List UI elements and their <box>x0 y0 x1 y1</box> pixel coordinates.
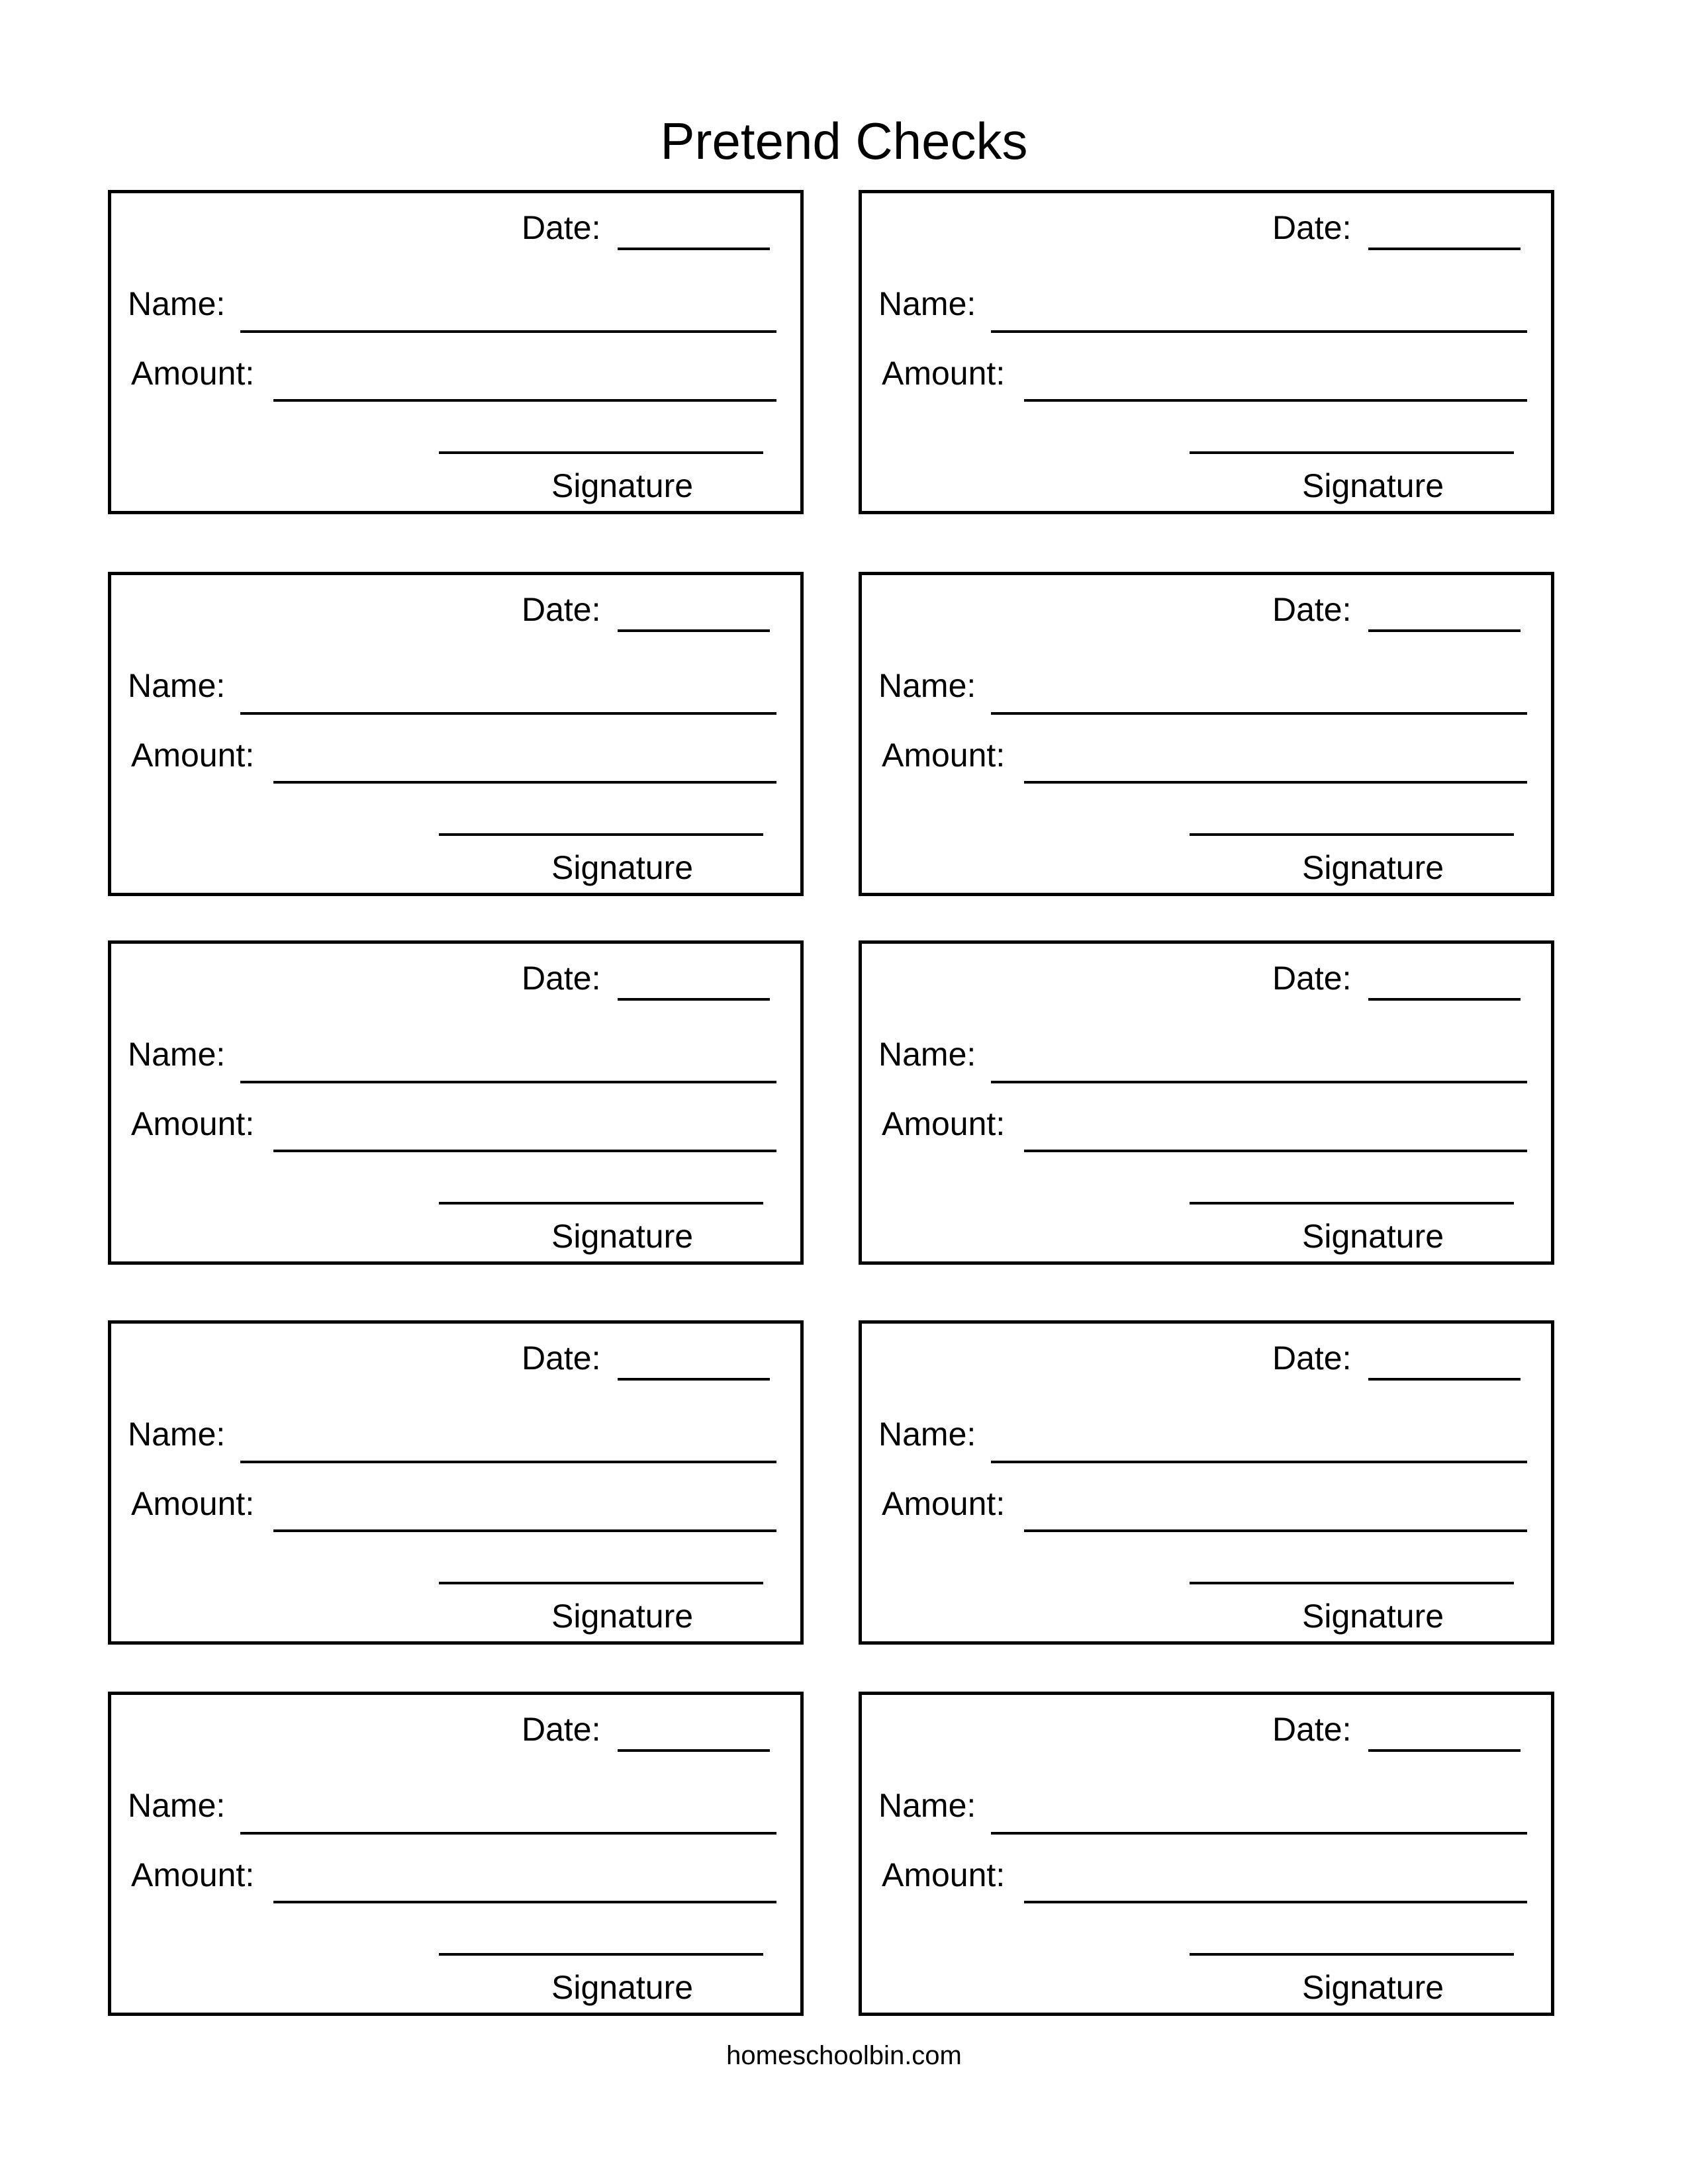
date-label: Date: <box>522 1340 601 1377</box>
name-blank-line <box>991 1832 1527 1835</box>
name-label: Name: <box>128 1036 226 1073</box>
name-blank-line <box>240 1832 776 1835</box>
signature-blank-line <box>439 1953 763 1956</box>
signature-blank-line <box>439 451 763 454</box>
amount-blank-line <box>273 399 776 402</box>
amount-label: Amount: <box>882 1485 1006 1522</box>
amount-blank-line <box>273 781 776 784</box>
amount-blank-line <box>273 1529 776 1532</box>
amount-label: Amount: <box>131 1856 255 1893</box>
date-blank-line <box>1368 1378 1521 1381</box>
name-blank-line <box>991 330 1527 333</box>
date-label: Date: <box>522 960 601 997</box>
date-blank-line <box>618 1749 770 1752</box>
name-blank-line <box>240 1081 776 1083</box>
check-form <box>859 1692 1554 2016</box>
name-label: Name: <box>878 1416 976 1453</box>
signature-label: Signature <box>551 1218 694 1255</box>
signature-label: Signature <box>551 467 694 504</box>
amount-blank-line <box>1024 399 1527 402</box>
date-label: Date: <box>1272 960 1352 997</box>
check-form <box>108 572 804 896</box>
check-form <box>859 572 1554 896</box>
amount-label: Amount: <box>882 1105 1006 1142</box>
amount-label: Amount: <box>131 1105 255 1142</box>
check-form <box>108 1692 804 2016</box>
name-label: Name: <box>128 667 226 704</box>
name-blank-line <box>240 1461 776 1463</box>
amount-label: Amount: <box>131 355 255 392</box>
signature-blank-line <box>1190 833 1514 836</box>
name-label: Name: <box>878 1787 976 1824</box>
date-label: Date: <box>522 1711 601 1748</box>
name-label: Name: <box>128 285 226 322</box>
signature-blank-line <box>1190 1953 1514 1956</box>
signature-blank-line <box>439 833 763 836</box>
signature-label: Signature <box>1302 849 1444 886</box>
date-label: Date: <box>1272 209 1352 246</box>
date-label: Date: <box>1272 1711 1352 1748</box>
amount-blank-line <box>1024 1529 1527 1532</box>
signature-blank-line <box>439 1202 763 1205</box>
signature-label: Signature <box>1302 1218 1444 1255</box>
name-label: Name: <box>878 667 976 704</box>
check-form <box>859 190 1554 514</box>
signature-label: Signature <box>1302 1969 1444 2006</box>
date-blank-line <box>1368 1749 1521 1752</box>
check-form <box>859 1320 1554 1645</box>
amount-label: Amount: <box>882 737 1006 774</box>
signature-label: Signature <box>1302 467 1444 504</box>
amount-blank-line <box>1024 1150 1527 1152</box>
footer-website: homeschoolbin.com <box>726 2041 962 2070</box>
name-label: Name: <box>128 1416 226 1453</box>
amount-label: Amount: <box>882 1856 1006 1893</box>
date-label: Date: <box>522 209 601 246</box>
amount-label: Amount: <box>131 1485 255 1522</box>
signature-blank-line <box>1190 1582 1514 1584</box>
signature-blank-line <box>1190 451 1514 454</box>
name-label: Name: <box>128 1787 226 1824</box>
signature-label: Signature <box>551 849 694 886</box>
date-blank-line <box>1368 629 1521 632</box>
date-blank-line <box>618 248 770 250</box>
date-label: Date: <box>1272 1340 1352 1377</box>
name-label: Name: <box>878 285 976 322</box>
date-label: Date: <box>1272 591 1352 628</box>
amount-blank-line <box>273 1901 776 1903</box>
name-blank-line <box>240 712 776 715</box>
check-form <box>859 940 1554 1265</box>
signature-blank-line <box>1190 1202 1514 1205</box>
amount-blank-line <box>1024 781 1527 784</box>
amount-label: Amount: <box>882 355 1006 392</box>
date-blank-line <box>1368 248 1521 250</box>
date-blank-line <box>618 998 770 1001</box>
date-label: Date: <box>522 591 601 628</box>
name-blank-line <box>991 1461 1527 1463</box>
check-form <box>108 190 804 514</box>
name-blank-line <box>240 330 776 333</box>
name-label: Name: <box>878 1036 976 1073</box>
check-form <box>108 940 804 1265</box>
name-blank-line <box>991 1081 1527 1083</box>
signature-blank-line <box>439 1582 763 1584</box>
signature-label: Signature <box>1302 1598 1444 1635</box>
page-title: Pretend Checks <box>660 112 1028 170</box>
amount-blank-line <box>273 1150 776 1152</box>
date-blank-line <box>618 629 770 632</box>
signature-label: Signature <box>551 1598 694 1635</box>
signature-label: Signature <box>551 1969 694 2006</box>
name-blank-line <box>991 712 1527 715</box>
date-blank-line <box>618 1378 770 1381</box>
date-blank-line <box>1368 998 1521 1001</box>
amount-label: Amount: <box>131 737 255 774</box>
check-form <box>108 1320 804 1645</box>
amount-blank-line <box>1024 1901 1527 1903</box>
